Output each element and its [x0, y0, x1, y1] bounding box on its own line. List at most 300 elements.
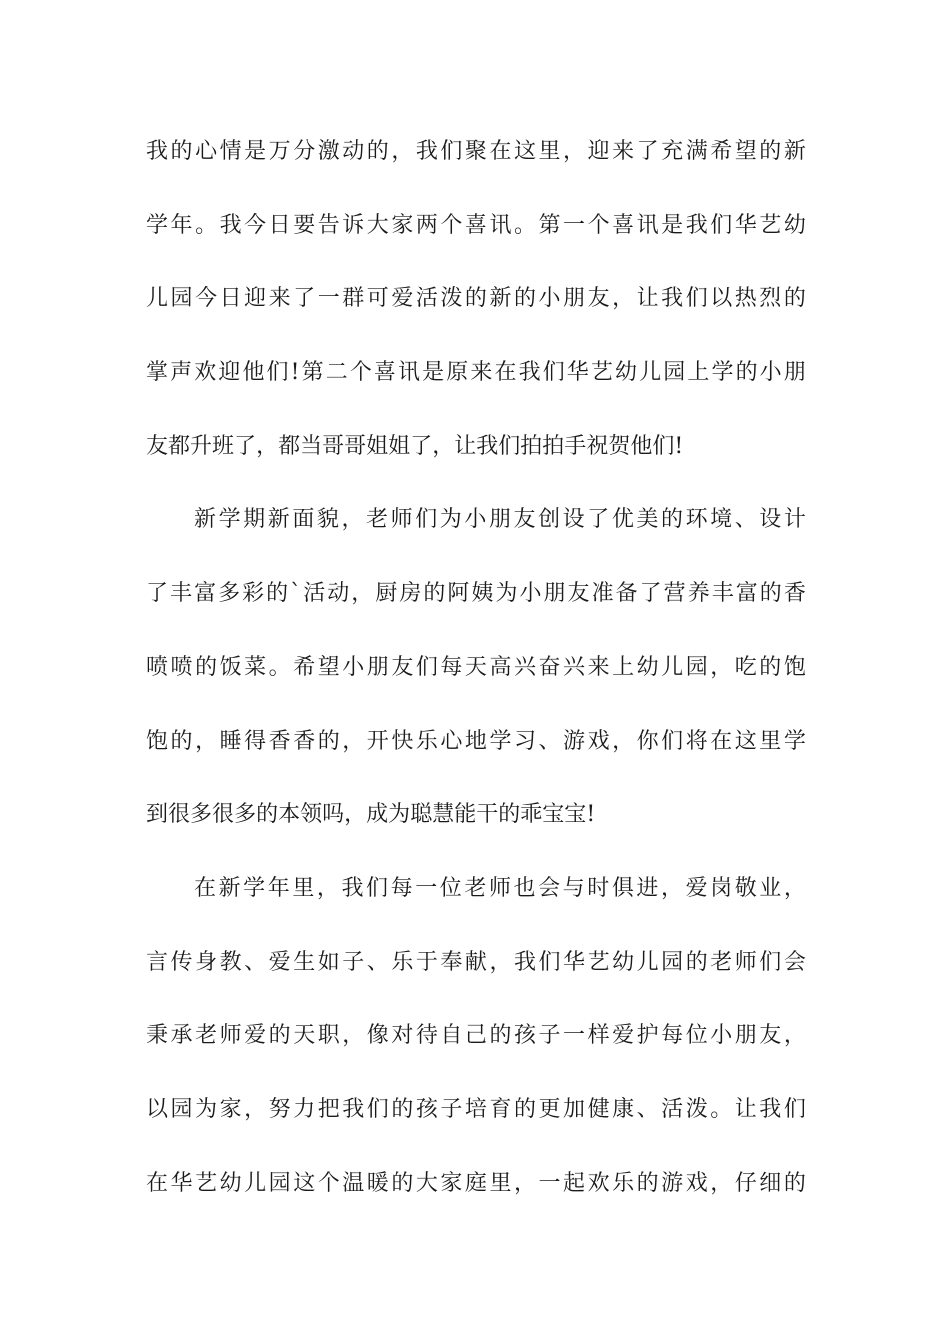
text-char: 们	[266, 360, 289, 386]
text-char: 上	[612, 654, 635, 680]
text-char: 庭	[464, 1170, 487, 1196]
text-char: 的	[423, 581, 446, 607]
text-char: 的	[317, 728, 340, 754]
text-char: 每	[661, 1023, 684, 1049]
text-char: 的	[266, 581, 289, 607]
text-char: 师	[219, 1023, 242, 1049]
text-char: 秉	[146, 1023, 169, 1049]
text-char: 今	[244, 212, 267, 238]
text-char: ，	[612, 728, 635, 754]
text-char: 朋	[488, 507, 511, 533]
text-char: ，	[489, 949, 512, 975]
text-char: 师	[390, 507, 413, 533]
text-line	[146, 417, 806, 491]
text-char: 的	[391, 1170, 414, 1196]
text-line	[146, 490, 806, 564]
text-char: ，	[316, 875, 339, 901]
text-char: 成	[366, 802, 389, 828]
text-char: 计	[783, 507, 806, 533]
text-char: 都	[168, 433, 191, 459]
text-char: 华	[170, 1170, 193, 1196]
text-char: 一	[563, 212, 586, 238]
text-char: 来	[268, 286, 291, 312]
text-char: 慧	[432, 802, 455, 828]
text-char: 丰	[711, 581, 734, 607]
text-char: 身	[195, 949, 218, 975]
text-char: 于	[415, 949, 438, 975]
text-char: 了	[146, 581, 169, 607]
text-char: 他	[242, 360, 265, 386]
text-char: 拍	[542, 433, 565, 459]
text-char: 爱	[244, 1023, 267, 1049]
text-char: ，	[391, 139, 414, 164]
text-char: ，	[710, 654, 733, 680]
text-line	[146, 269, 806, 343]
text-char: 职	[317, 1023, 340, 1049]
text-char: ，	[432, 433, 455, 459]
text-char: 如	[317, 949, 340, 975]
text-char: 园	[268, 1170, 291, 1196]
text-char: 幼	[636, 654, 659, 680]
text-char: 设	[759, 507, 782, 533]
text-line	[146, 564, 806, 638]
text-char: 的	[256, 802, 279, 828]
text-char: 会	[783, 949, 806, 975]
text-char: 年	[170, 212, 193, 238]
text-char: ，	[710, 1170, 733, 1196]
text-char: 为	[388, 802, 411, 828]
text-char: 艺	[590, 360, 613, 386]
text-char: 新	[267, 507, 290, 533]
text-line	[146, 1006, 806, 1080]
text-char: 菜	[244, 654, 267, 680]
text-char: 们	[415, 654, 438, 680]
text-char: 兴	[513, 654, 536, 680]
text-char: ，	[195, 728, 218, 754]
text-char: 生	[293, 949, 316, 975]
text-char: 的	[366, 139, 389, 164]
text-char: 我	[219, 212, 242, 238]
text-char: 饭	[219, 654, 242, 680]
text-char: 游	[563, 728, 586, 754]
text-char: 。	[195, 212, 218, 238]
text-char: 学	[711, 360, 734, 386]
text-char: 为	[439, 507, 462, 533]
text-char: 样	[587, 1023, 610, 1049]
body-text	[146, 122, 806, 1227]
text-char: !	[586, 802, 596, 828]
text-char: 们	[366, 1096, 389, 1122]
text-char: 友	[146, 433, 169, 459]
text-char: 这	[513, 139, 536, 164]
text-char: ，	[612, 286, 635, 312]
text-char: 心	[440, 728, 463, 754]
text-char: 今	[195, 286, 218, 312]
text-char: 小	[464, 507, 487, 533]
text-char: 个	[440, 212, 463, 238]
text-char: 、	[244, 949, 267, 975]
text-char: 哥	[322, 433, 345, 459]
text-char: ，	[244, 1096, 267, 1122]
text-char: 乖	[520, 802, 543, 828]
text-char: 的	[636, 1170, 659, 1196]
text-char: 乐	[612, 1170, 635, 1196]
text-char: 朋	[366, 654, 389, 680]
text-char: 师	[488, 875, 511, 901]
text-char: 是	[422, 360, 445, 386]
text-char: 新	[194, 507, 217, 533]
text-char: 激	[317, 139, 340, 164]
text-char: 们	[538, 949, 561, 975]
text-char: 满	[685, 139, 708, 164]
text-char: 这	[734, 728, 757, 754]
text-char: ，	[351, 581, 374, 607]
text-char: 每	[440, 654, 463, 680]
text-char: 像	[366, 1023, 389, 1049]
text-char: 贺	[608, 433, 631, 459]
text-char: 我	[661, 286, 684, 312]
text-char: 小	[519, 581, 542, 607]
text-char: 我	[341, 875, 364, 901]
text-char: 期	[243, 507, 266, 533]
text-char: 掌	[146, 360, 169, 386]
text-char: 厨	[375, 581, 398, 607]
text-char: 睡	[219, 728, 242, 754]
text-char: 的	[759, 139, 782, 164]
text-char: 都	[278, 433, 301, 459]
text-char: 朋	[543, 581, 566, 607]
text-char: 优	[611, 507, 634, 533]
text-char: ，	[342, 1023, 365, 1049]
text-char: 老	[195, 1023, 218, 1049]
text-char: 大	[415, 1170, 438, 1196]
text-char: 美	[636, 507, 659, 533]
text-char: 饱	[146, 728, 169, 754]
text-char: 家	[440, 1170, 463, 1196]
text-char: 我	[146, 139, 169, 164]
text-char: 们	[710, 212, 733, 238]
text-char: 儿	[244, 1170, 267, 1196]
text-line	[146, 122, 806, 196]
text-char: 们	[542, 360, 565, 386]
text-char: 游	[661, 1170, 684, 1196]
text-char: 了	[587, 507, 610, 533]
text-char: 祝	[586, 433, 609, 459]
text-char: 了	[639, 581, 662, 607]
text-char: 仔	[734, 1170, 757, 1196]
text-char: 我	[518, 360, 541, 386]
text-char: 面	[292, 507, 315, 533]
text-char: 讯	[636, 212, 659, 238]
text-char: 房	[399, 581, 422, 607]
text-char: 第	[538, 212, 561, 238]
text-char: 以	[146, 1096, 169, 1122]
text-char: 细	[759, 1170, 782, 1196]
text-char: ，	[256, 433, 279, 459]
text-char: 位	[685, 1023, 708, 1049]
text-char: 在	[494, 360, 517, 386]
text-char: 温	[342, 1170, 365, 1196]
text-char: 班	[212, 433, 235, 459]
text-char: 快	[391, 728, 414, 754]
text-line	[146, 1154, 806, 1228]
text-char: 你	[636, 728, 659, 754]
text-char: 们	[759, 949, 782, 975]
text-char: 了	[410, 433, 433, 459]
text-char: 个	[317, 1170, 340, 1196]
text-char: 的	[391, 1096, 414, 1122]
text-char: 爱	[685, 875, 708, 901]
text-char: 望	[317, 654, 340, 680]
text-char: 们	[415, 507, 438, 533]
text-char: 能	[454, 802, 477, 828]
text-char: 到	[146, 802, 169, 828]
text-char: 香	[293, 728, 316, 754]
text-char: 把	[317, 1096, 340, 1122]
text-char: 阿	[447, 581, 470, 607]
text-char: 、	[636, 1096, 659, 1122]
text-char: 园	[685, 654, 708, 680]
text-char: 聪	[410, 802, 433, 828]
text-char: 。	[513, 212, 536, 238]
text-char: 将	[685, 728, 708, 754]
text-char: 的	[513, 1096, 536, 1122]
text-char: 幼	[219, 1170, 242, 1196]
text-char: 是	[661, 212, 684, 238]
text-char: 当	[300, 433, 323, 459]
text-char: 可	[366, 286, 389, 312]
text-char: 兴	[563, 654, 586, 680]
text-char: 儿	[661, 654, 684, 680]
text-char: 教	[219, 949, 242, 975]
text-char: 群	[342, 286, 365, 312]
text-char: 为	[195, 1096, 218, 1122]
text-char: 泼	[685, 1096, 708, 1122]
text-char: 孩	[415, 1096, 438, 1122]
text-char: 老	[710, 949, 733, 975]
text-char: 的	[513, 286, 536, 312]
text-char: 们	[685, 286, 708, 312]
text-char: 开	[366, 728, 389, 754]
text-char: 艺	[587, 949, 610, 975]
text-char: 姐	[388, 433, 411, 459]
text-line	[146, 343, 806, 417]
text-char: 的	[170, 139, 193, 164]
text-char: 的	[735, 360, 758, 386]
text-char: 儿	[639, 360, 662, 386]
text-char: 个	[349, 360, 372, 386]
text-char: 子	[440, 1096, 463, 1122]
text-char: 老	[464, 875, 487, 901]
text-char: 暖	[366, 1170, 389, 1196]
text-char: 营	[663, 581, 686, 607]
text-char: 境	[710, 507, 733, 533]
text-char: 的	[660, 507, 683, 533]
text-char: 环	[685, 507, 708, 533]
text-char: 望	[734, 139, 757, 164]
text-char: 喜	[612, 212, 635, 238]
text-char: 孩	[513, 1023, 536, 1049]
text-char: 戏	[587, 728, 610, 754]
text-char: 很	[168, 802, 191, 828]
text-char: 在	[146, 1170, 169, 1196]
text-char: 地	[464, 728, 487, 754]
text-char: 饱	[783, 654, 806, 680]
text-char: 了	[636, 139, 659, 164]
text-char: 时	[587, 875, 610, 901]
text-char: 的	[759, 654, 782, 680]
text-char: 我	[685, 212, 708, 238]
text-char: 儿	[146, 286, 169, 312]
text-char: 吗	[322, 802, 345, 828]
text-char: 爱	[268, 949, 291, 975]
text-char: 分	[293, 139, 316, 164]
text-char: 一	[415, 875, 438, 901]
text-char: 在	[489, 139, 512, 164]
text-char: 里	[489, 1170, 512, 1196]
text-char: 活	[415, 286, 438, 312]
text-char: 幼	[615, 360, 638, 386]
text-char: 得	[244, 728, 267, 754]
text-char: 岗	[710, 875, 733, 901]
text-char: 的	[685, 949, 708, 975]
text-char: 护	[636, 1023, 659, 1049]
text-char: 的	[498, 802, 521, 828]
text-char: 让	[636, 286, 659, 312]
text-char: 朋	[563, 286, 586, 312]
text-char: 一	[317, 286, 340, 312]
text-char: 、	[734, 507, 757, 533]
text-char: 学	[489, 728, 512, 754]
text-char: ，	[783, 875, 806, 901]
text-char: 告	[317, 212, 340, 238]
text-char: 心	[195, 139, 218, 164]
text-char: 己	[464, 1023, 487, 1049]
text-char: 里	[759, 728, 782, 754]
text-char: 言	[146, 949, 169, 975]
text-char: 我	[759, 1096, 782, 1122]
text-char: 华	[734, 212, 757, 238]
text-char: 彩	[242, 581, 265, 607]
text-char: 习	[513, 728, 536, 754]
text-char: 活	[661, 1096, 684, 1122]
text-char: 让	[454, 433, 477, 459]
text-char: 我	[476, 433, 499, 459]
text-char: 努	[268, 1096, 291, 1122]
text-char: 拍	[520, 433, 543, 459]
text-char: 喜	[373, 360, 396, 386]
text-char: 业	[759, 875, 782, 901]
text-char: 充	[661, 139, 684, 164]
text-line	[146, 638, 806, 712]
text-char: 天	[293, 1023, 316, 1049]
text-char: 们	[498, 433, 521, 459]
text-char: 幼	[612, 949, 635, 975]
text-char: 为	[495, 581, 518, 607]
text-char: 小	[342, 654, 365, 680]
text-char: 喷	[170, 654, 193, 680]
text-char: 园	[661, 949, 684, 975]
text-line	[146, 196, 806, 270]
text-char: 子	[538, 1023, 561, 1049]
text-char: ，	[513, 1170, 536, 1196]
text-char: 欢	[587, 1170, 610, 1196]
text-char: 学	[783, 728, 806, 754]
text-char: 待	[415, 1023, 438, 1049]
text-char: 乐	[391, 949, 414, 975]
text-char: 们	[652, 433, 675, 459]
text-char: 新	[218, 875, 241, 901]
text-line	[146, 859, 806, 933]
text-char: 多	[234, 802, 257, 828]
text-char: 友	[567, 581, 590, 607]
text-char: 多	[190, 802, 213, 828]
text-char: 献	[464, 949, 487, 975]
text-char: 加	[563, 1096, 586, 1122]
text-char: 迎	[218, 360, 241, 386]
text-char: 升	[190, 433, 213, 459]
text-char: 讯	[489, 212, 512, 238]
text-char: 。	[268, 654, 291, 680]
text-char: 华	[566, 360, 589, 386]
text-char: 儿	[636, 949, 659, 975]
text-char: 喜	[464, 212, 487, 238]
text-char: 姨	[471, 581, 494, 607]
text-char: 位	[439, 875, 462, 901]
text-char: 天	[464, 654, 487, 680]
text-char: 一	[563, 1023, 586, 1049]
text-char: 丰	[170, 581, 193, 607]
text-char: 讯	[398, 360, 421, 386]
text-char: 新	[489, 286, 512, 312]
text-char: 高	[489, 654, 512, 680]
text-char: 们	[440, 139, 463, 164]
text-char: 朋	[783, 360, 806, 386]
text-char: 戏	[685, 1170, 708, 1196]
text-char: 要	[293, 212, 316, 238]
text-line	[146, 1080, 806, 1154]
text-char: 俱	[611, 875, 634, 901]
text-char: 友	[513, 507, 536, 533]
text-char: 是	[244, 139, 267, 164]
text-char: 育	[489, 1096, 512, 1122]
text-char: 迎	[244, 286, 267, 312]
text-char: 个	[587, 212, 610, 238]
text-char: 培	[464, 1096, 487, 1122]
text-char: 来	[470, 360, 493, 386]
text-char: 自	[440, 1023, 463, 1049]
text-char: 奉	[440, 949, 463, 975]
text-char: 二	[325, 360, 348, 386]
text-char: 欢	[194, 360, 217, 386]
text-char: 的	[783, 1170, 806, 1196]
text-char: 来	[612, 139, 635, 164]
text-char: 爱	[391, 286, 414, 312]
text-char: 友	[587, 286, 610, 312]
text-char: 设	[562, 507, 585, 533]
text-char: 园	[170, 286, 193, 312]
text-char: 里	[538, 139, 561, 164]
text-char: 的	[268, 1023, 291, 1049]
text-char: 承	[170, 1023, 193, 1049]
text-char: 的	[783, 286, 806, 312]
text-char: 烈	[759, 286, 782, 312]
text-char: 的	[489, 1023, 512, 1049]
text-char: 本	[278, 802, 301, 828]
text-char: 富	[194, 581, 217, 607]
text-char: 康	[612, 1096, 635, 1122]
text-char: 敬	[734, 875, 757, 901]
